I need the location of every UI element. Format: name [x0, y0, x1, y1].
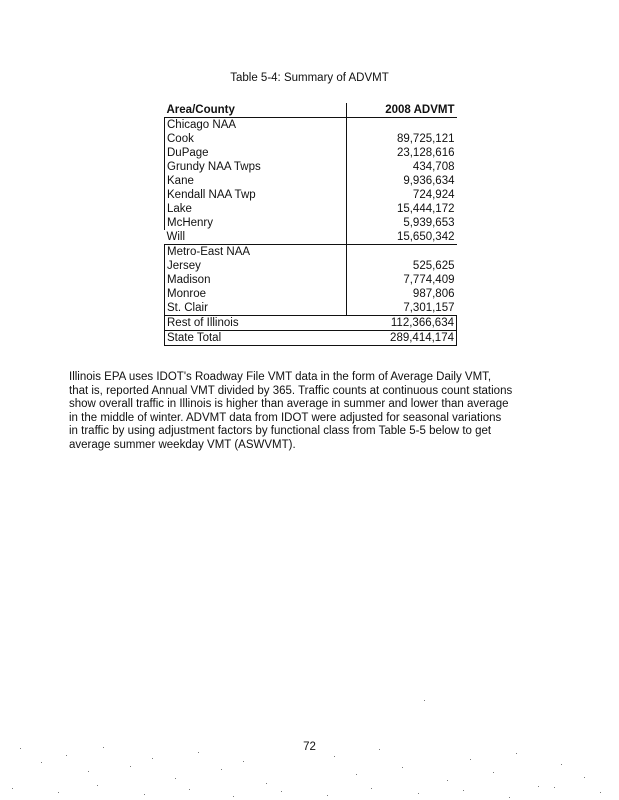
county-advmt: 525,625	[346, 259, 457, 273]
county-advmt: 15,650,342	[346, 230, 457, 245]
county-name: Jersey	[165, 259, 347, 273]
county-name: Lake	[165, 202, 347, 216]
table-row	[165, 174, 457, 188]
table-row	[165, 202, 457, 216]
total-label: State Total	[165, 331, 347, 346]
table-row	[165, 188, 457, 202]
group-name-metro-east: Metro-East NAA	[165, 245, 347, 260]
table-caption: Table 5-4: Summary of ADVMT	[230, 72, 389, 84]
county-name: McHenry	[165, 216, 347, 230]
table-row	[165, 287, 457, 301]
table-row	[165, 132, 457, 146]
state-total-row	[165, 331, 457, 346]
county-name: St. Clair	[165, 301, 347, 316]
county-advmt: 434,708	[346, 160, 457, 174]
advmt-table	[164, 103, 457, 346]
county-advmt: 9,936,634	[346, 174, 457, 188]
body-paragraph: Illinois EPA uses IDOT's Roadway File VMT data in the form of Average Daily VMT, that is, reported Annual VMT divided by 365. Traffic counts at continuous count stations show overall traffic in Illinois is higher than average in summer and lower than average in the middle of winter. ADVMT data from IDOT were adjusted for seasonal variations in traffic by using adjustment factors by functional class from Table 5-5 below to get average summer weekday VMT (ASWVMT).	[69, 371, 513, 451]
group-row	[165, 118, 457, 133]
table-header-row	[165, 103, 457, 118]
county-name: Madison	[165, 273, 347, 287]
rest-value: 112,366,634	[346, 316, 457, 331]
county-name: Kane	[165, 174, 347, 188]
county-advmt: 724,924	[346, 188, 457, 202]
header-area-county: Area/County	[165, 103, 347, 118]
table-row	[165, 216, 457, 230]
county-advmt: 89,725,121	[346, 132, 457, 146]
county-name: Will	[165, 230, 347, 245]
table-row	[165, 273, 457, 287]
county-advmt: 987,806	[346, 287, 457, 301]
rest-label: Rest of Illinois	[165, 316, 347, 331]
county-name: Cook	[165, 132, 347, 146]
table-row	[165, 230, 457, 245]
table-row	[165, 301, 457, 316]
county-name: DuPage	[165, 146, 347, 160]
county-advmt: 15,444,172	[346, 202, 457, 216]
table-row	[165, 160, 457, 174]
page-number: 72	[303, 741, 316, 753]
county-name: Monroe	[165, 287, 347, 301]
county-advmt: 23,128,616	[346, 146, 457, 160]
county-name: Kendall NAA Twp	[165, 188, 347, 202]
county-name: Grundy NAA Twps	[165, 160, 347, 174]
county-advmt: 7,774,409	[346, 273, 457, 287]
total-value: 289,414,174	[346, 331, 457, 346]
county-advmt: 5,939,653	[346, 216, 457, 230]
group-name-chicago: Chicago NAA	[165, 118, 347, 133]
rest-of-illinois-row	[165, 316, 457, 331]
group-row	[165, 245, 457, 260]
header-2008-advmt: 2008 ADVMT	[346, 103, 457, 118]
table-row	[165, 259, 457, 273]
table-row	[165, 146, 457, 160]
county-advmt: 7,301,157	[346, 301, 457, 316]
